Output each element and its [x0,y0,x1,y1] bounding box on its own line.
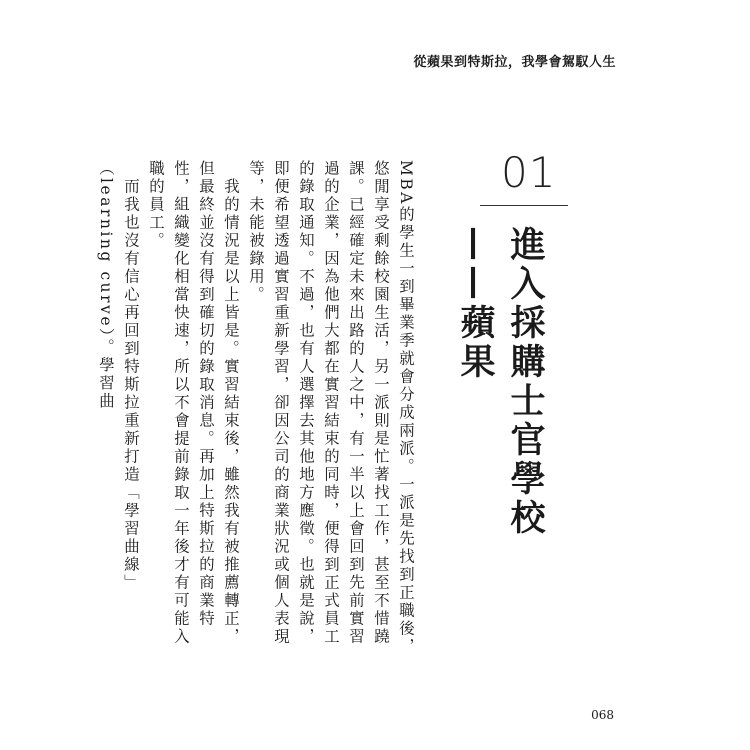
paragraph-1: MBA的學生一到畢業季就會分成兩派。一派是先找到正職後，悠閒享受剩餘校園生活，另一派則是忙著找工作，甚至不惜蹺課。已經確定未來出路的人之中，有一半以上會回到先前實習過的企業，因為他們大都在實習結束的同時，便得到正式員工的錄取通知。不過，也有人選擇去其他地方應徵。也就是說，即便希望透過實習重新學習，卻因公司的商業狀況或個人表現等，未能被錄用。 [247,160,415,656]
chapter-divider [480,205,568,206]
paragraph-3: 而我也沒有信心再回到特斯拉重新打造「學習曲線」（learning curve）。學習曲 [97,160,140,593]
chapter-title-line-1: 進入採購士官學校 [505,226,546,538]
running-header: 從蘋果到特斯拉，我學會駕馭人生 [413,55,616,70]
chapter-title [455,226,550,556]
paragraph-2: 我的情況是以上皆是。實習結束後，雖然我有被推薦轉正，但最終並沒有得到確切的錄取消息。再加上特斯拉的商業特性，組織變化相當快速，所以不會提前錄取一年後才有可能入職的員工。 [147,160,240,647]
chapter-title-line-2: ——蘋果 [455,226,496,382]
chapter-number: 01 [501,148,557,197]
body-text [93,160,418,660]
page-number: 068 [591,708,614,722]
